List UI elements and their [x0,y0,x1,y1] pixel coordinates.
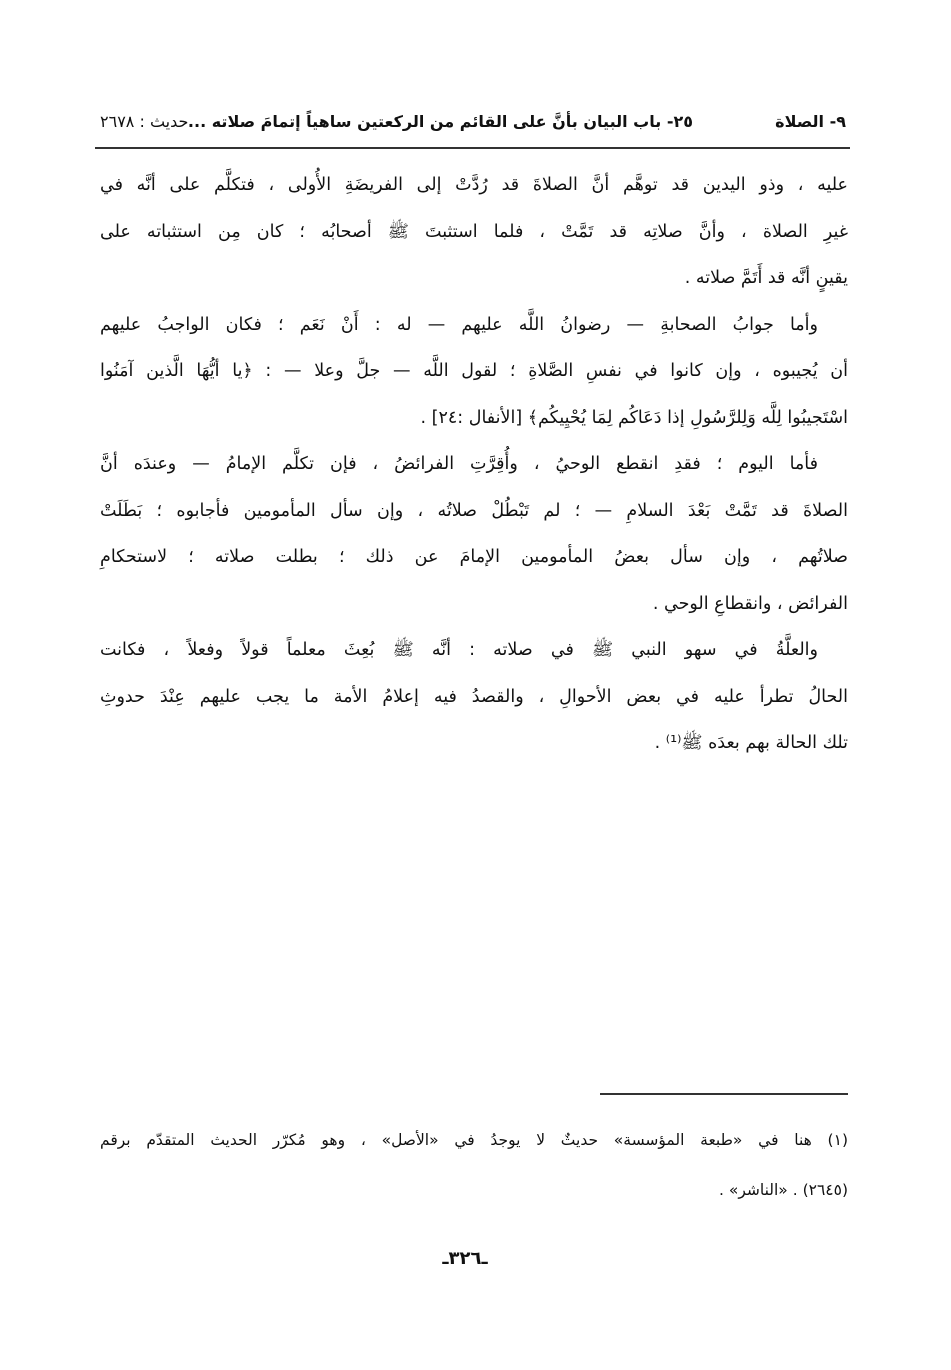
footnote-line: (١) هنا في «طبعة المؤسسة» حديثٌ لا يوجدُ في «الأصل» ، وهو مُكرّر الحديث المتقدّم برقم [100,1131,848,1149]
text-line: والعلَّةُ في سهو النبي ﷺ في صلاته : أنَّه ﷺ بُعِثَ معلماً قولاً وفعلاً ، فكانت [100,640,818,660]
header-rule [95,147,850,149]
text-line: غيرِ الصلاة ، وأنَّ صلاتِه قد تَمَّتْ ، فلما استثبتَ ﷺ أصحابُه ؛ كان مِن استثباته على [100,221,848,242]
text-line: الصلاةَ قد تَمَّتْ بَعْدَ السلامِ — ؛ لم تَبْطُلْ صلاتُه ، وإن سأل المأمومين فأجابوه ؛ بَطَلَتْ [100,500,848,521]
running-header-hadith-number: حديث : ٢٦٧٨ [100,112,189,131]
text-line: الفرائض ، وانقطاعِ الوحي . [652,593,848,614]
footnote-line: (٢٦٤٥) . «الناشر» . [719,1181,848,1199]
text-line: عليه ، وذو اليدين قد توهَّم أنَّ الصلاةَ قد رُدَّتْ إلى الفريضَةِ الأُولى ، فتكلَّم على أنَّه في [100,175,848,195]
footnote [100,1115,848,1215]
main-text [100,162,848,767]
page-number: ـ٣٢٦ـ [442,1248,488,1269]
text-line: وأما جوابُ الصحابةِ — رضوانُ اللَّه عليهم — له : أَنْ نَعَم ؛ فكان الواجبُ عليهم [100,314,818,335]
text-line: اسْتَجيبُوا لِلَّه وَلِلرَّسُولِ إذا دَعَاكُم لِمَا يُحْيِيكُم﴾ [الأنفال :٢٤] . [420,407,848,428]
text-line: يقينٍ أنَّه قد أَتَمَّ صلاته . [684,268,848,288]
text-line: أن يُجيبوه ، وإن كانوا في نفسِ الصَّلاةِ ؛ لقول اللَّه — جلَّ وعلا — : ﴿يا أيُّهَا الَّذين آمَنُوا [100,361,848,381]
text-line: الحالُ تطرأ عليه في بعض الأحوالِ ، والقصدُ فيه إعلامُ الأمة ما يجب عليهم عِنْدَ حدوثِ [100,686,848,707]
running-header-chapter: ٩- الصلاة [775,112,846,131]
running-header-section: ٢٥- باب البيان بأنَّ على القائم من الركعتين ساهياً إتمامَ صلاته ... [187,112,693,131]
footnote-separator [600,1093,848,1095]
text-line: تلك الحالة بهم بعدَه ﷺ⁽¹⁾ . [654,733,848,753]
text-line: صلاتُهم ، وإن سأل بعضُ المأمومين الإمامَ عن ذلك ؛ بطلت صلاته ؛ لاستحكامِ [100,547,848,567]
text-line: فأما اليوم ؛ فقدِ انقطع الوحيُ ، وأُقِرَّتِ الفرائضُ ، فإن تكلَّم الإمامُ — وعندَه أنَّ [100,454,818,474]
